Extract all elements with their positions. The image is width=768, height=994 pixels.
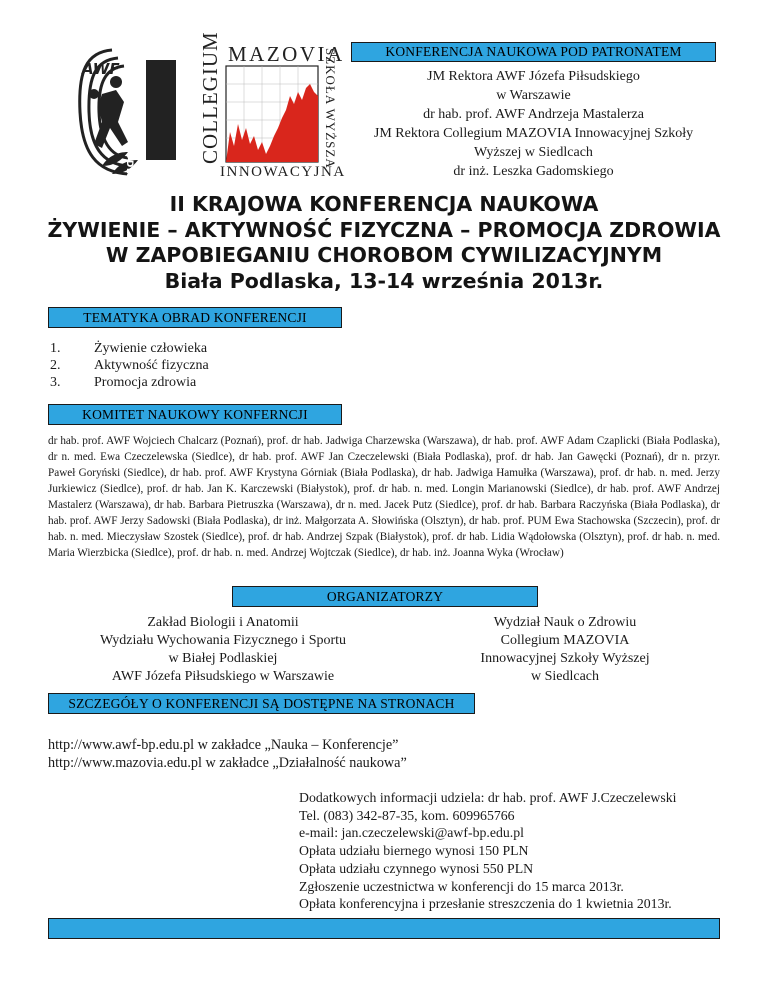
title-line-2: ŻYWIENIE – AKTYWNOŚĆ FIZYCZNA – PROMOCJA ZDROWIA [47, 218, 721, 242]
contact-line: Opłata udziału czynnego wynosi 550 PLN [299, 860, 534, 876]
mazovia-logo-right-text: SZKOŁA WYŻSZA [323, 48, 338, 169]
mazovia-logo-top-text: MAZOVIA [228, 42, 345, 66]
website-link[interactable]: http://www.awf-bp.edu.pl w zakładce „Nauka – Konferencje” [48, 737, 399, 753]
patronage-line: w Warszawie [496, 88, 571, 103]
title-line-3: W ZAPOBIEGANIU CHOROBOM CYWILIZACYJNYM [105, 243, 663, 267]
footer-band [48, 918, 720, 939]
patronage-line: Wyższej w Siedlcach [474, 145, 593, 160]
contact-line: Dodatkowych informacji udziela: dr hab. prof. AWF J.Czeczelewski [299, 790, 677, 805]
contact-line: Opłata udziału biernego wynosi 150 PLN [299, 843, 529, 859]
committee-text: dr hab. prof. AWF Wojciech Chalcarz (Poznań), prof. dr hab. Jadwiga Charzewska (Warszawa), dr hab. prof. AWF Adam Czaplicki (Biała Podlaska), dr n. med. Ewa Czeczelewska (Siedlce), dr hab. prof. AWF Jan Czeczelewski (Biała Podlaska), prof. dr hab. Jan Gawęcki (Poznań), dr n. przyr. Paweł Goryński (Siedlce), dr hab. prof. AWF Krystyna Górniak (Biała Podlaska), dr hab. Jadwiga Hamułka (Warszawa), prof. dr hab. n. med. Jerzy Jurkiewicz (Siedlce), prof. dr hab. Jan K. Karczewski (Białystok), prof. dr hab. n. med. Longin Marianowski (Siedlce), dr hab. prof. AWF Andrzej Mastalerz (Warszawa), dr hab. Barbara Pietruszka (Warszawa), dr n. med. Jacek Putz (Siedlce), prof. dr hab. Barbara Raczyńska (Biała Podlaska), dr hab. prof. AWF Jerzy Sadowski (Biała Podlaska), dr inż. Małgorzata A. Słowińska (Olsztyn), dr hab. prof. PUM Ewa Stachowska (Szczecin), prof. dr hab. n. med. Mieczysław Szostek (Siedlce), prof. dr hab. Andrzej Szpak (Białystok), prof. dr hab. Lidia Wądołowska (Olsztyn), prof. dr hab. n. med. Maria Wierzbicka (Siedlce), prof. dr hab. n. med. Andrzej Wojtczak (Siedlce), dr hab. inż. Joanna Wyka (Wrocław) [48, 435, 720, 559]
awf-logo-text: AWF [82, 60, 120, 78]
organizer-line: AWF Józefa Piłsudskiego w Warszawie [111, 669, 335, 684]
list-item [50, 357, 350, 374]
website-link[interactable]: http://www.mazovia.edu.pl w zakładce „Działalność naukowa” [48, 755, 407, 771]
organizer-right [440, 614, 690, 686]
organizer-line: Innowacyjnej Szkoły Wyższej [480, 651, 650, 666]
list-item-number: 2. [50, 358, 61, 373]
organizer-line: Zakład Biologii i Anatomii [147, 615, 299, 630]
mazovia-logo-left-text: COLLEGIUM [198, 31, 222, 164]
patronage-line: dr hab. prof. AWF Andrzeja Mastalerza [423, 107, 644, 122]
mazovia-logo [192, 31, 346, 188]
patronage-line: JM Rektora AWF Józefa Piłsudskiego [427, 69, 640, 84]
contact-line: Opłata konferencyjna i przesłanie streszczenia do 1 kwietnia 2013r. [299, 896, 672, 912]
organizer-left [48, 614, 398, 686]
awf-logo [72, 42, 190, 204]
patronage-line: dr inż. Leszka Gadomskiego [453, 164, 614, 179]
contact-line: Tel. (083) 342-87-35, kom. 609965766 [299, 807, 515, 823]
conference-title [0, 190, 768, 294]
title-line-4: Biała Podlaska, 13-14 września 2013r. [164, 269, 604, 293]
awf-logo-ring-text: BIAŁA PODLASKA [124, 108, 134, 204]
patronage-line: JM Rektora Collegium MAZOVIA Innowacyjnej Szkoły [373, 126, 694, 141]
details-heading: SZCZEGÓŁY O KONFERENCJI SĄ DOSTĘPNE NA STRONACH [48, 693, 475, 714]
contact-info [299, 789, 739, 913]
organizer-line: w Białej Podlaskiej [168, 651, 278, 666]
list-item-text: Żywienie człowieka [94, 341, 208, 356]
topics-heading: TEMATYKA OBRAD KONFERENCJI [48, 307, 342, 328]
organizer-line: Collegium MAZOVIA [500, 633, 630, 648]
list-item-number: 3. [50, 375, 61, 390]
patronage-heading: KONFERENCJA NAUKOWA POD PATRONATEM [351, 42, 716, 62]
mazovia-logo-bottom-text: INNOWACYJNA [220, 164, 346, 180]
list-item-number: 1. [50, 341, 61, 356]
list-item [50, 340, 350, 357]
list-item-text: Aktywność fizyczna [94, 358, 209, 373]
organizers-heading: ORGANIZATORZY [232, 586, 538, 607]
list-item [50, 374, 350, 391]
contact-line: Zgłoszenie uczestnictwa w konferencji do 15 marca 2013r. [299, 878, 624, 894]
topics-list [50, 340, 350, 391]
list-item-text: Promocja zdrowia [94, 375, 197, 390]
contact-email[interactable]: e-mail: jan.czeczelewski@awf-bp.edu.pl [299, 825, 524, 841]
details-urls [48, 736, 568, 772]
title-line-1: II KRAJOWA KONFERENCJA NAUKOWA [169, 192, 599, 216]
organizer-line: Wydziału Wychowania Fizycznego i Sportu [99, 633, 347, 648]
patronage-lines [351, 67, 716, 181]
organizer-line: w Siedlcach [530, 669, 600, 684]
committee-heading: KOMITET NAUKOWY KONFERNCJI [48, 404, 342, 425]
organizer-line: Wydział Nauk o Zdrowiu [493, 615, 637, 630]
